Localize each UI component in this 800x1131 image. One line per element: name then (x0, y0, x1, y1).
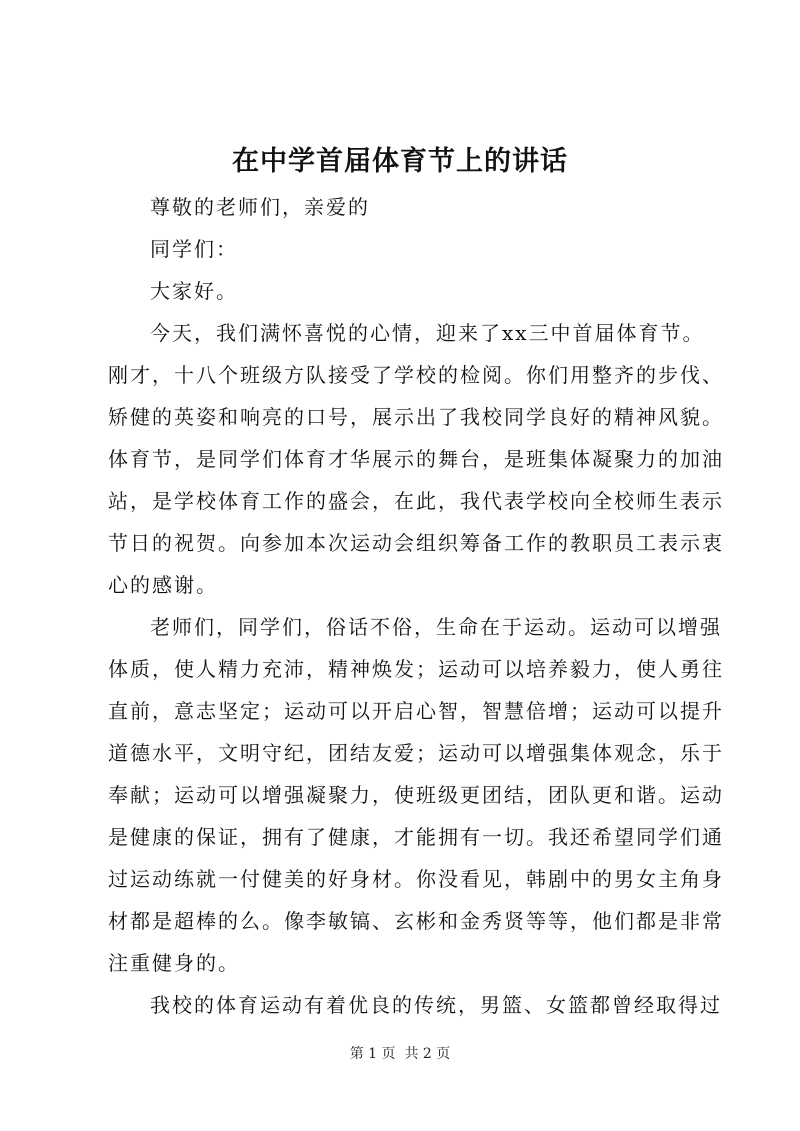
paragraph-2-line: 材都是超棒的么。像李敏镐、玄彬和金秀贤等等，他们都是非常 (108, 909, 724, 933)
greeting-line: 大家好。 (150, 279, 238, 303)
paragraph-1-line: 节日的祝贺。向参加本次运动会组织筹备工作的教职员工表示衷 (108, 531, 724, 555)
paragraph-2-line: 奉献；运动可以增强凝聚力，使班级更团结，团队更和谐。运动 (108, 783, 724, 807)
paragraph-1-line: 今天，我们满怀喜悦的心情，迎来了xx三中首届体育节。 (150, 321, 705, 345)
paragraph-3-line: 我校的体育运动有着优良的传统，男篮、女篮都曾经取得过 (150, 993, 722, 1017)
paragraph-2-line: 体质，使人精力充沛，精神焕发；运动可以培养毅力，使人勇往 (108, 657, 724, 681)
paragraph-2-line: 注重健身的。 (108, 951, 240, 975)
paragraph-1-line: 站，是学校体育工作的盛会，在此，我代表学校向全校师生表示 (108, 489, 724, 513)
paragraph-1-line: 心的感谢。 (108, 573, 218, 597)
salutation-line-1: 尊敬的老师们，亲爱的 (150, 195, 370, 219)
paragraph-1-line: 矫健的英姿和响亮的口号，展示出了我校同学良好的精神风貌。 (108, 405, 724, 429)
paragraph-1-line: 体育节，是同学们体育才华展示的舞台，是班集体凝聚力的加油 (108, 447, 724, 471)
document-title: 在中学首届体育节上的讲话 (232, 146, 568, 177)
paragraph-2-line: 过运动练就一付健美的好身材。你没看见，韩剧中的男女主角身 (108, 867, 724, 891)
document-body (108, 186, 724, 1026)
paragraph-2-line: 是健康的保证，拥有了健康，才能拥有一切。我还希望同学们通 (108, 825, 724, 849)
paragraph-2-line: 直前，意志坚定；运动可以开启心智，智慧倍增；运动可以提升 (108, 699, 724, 723)
paragraph-2-line: 道德水平，文明守纪，团结友爱；运动可以增强集体观念，乐于 (108, 741, 724, 765)
salutation-line-2: 同学们： (150, 237, 238, 261)
paragraph-2-line: 老师们，同学们，俗话不俗，生命在于运动。运动可以增强 (150, 615, 722, 639)
paragraph-1-line: 刚才，十八个班级方队接受了学校的检阅。你们用整齐的步伐、 (108, 363, 724, 387)
page-number-footer: 第 1 页 共 2 页 (349, 1046, 451, 1062)
